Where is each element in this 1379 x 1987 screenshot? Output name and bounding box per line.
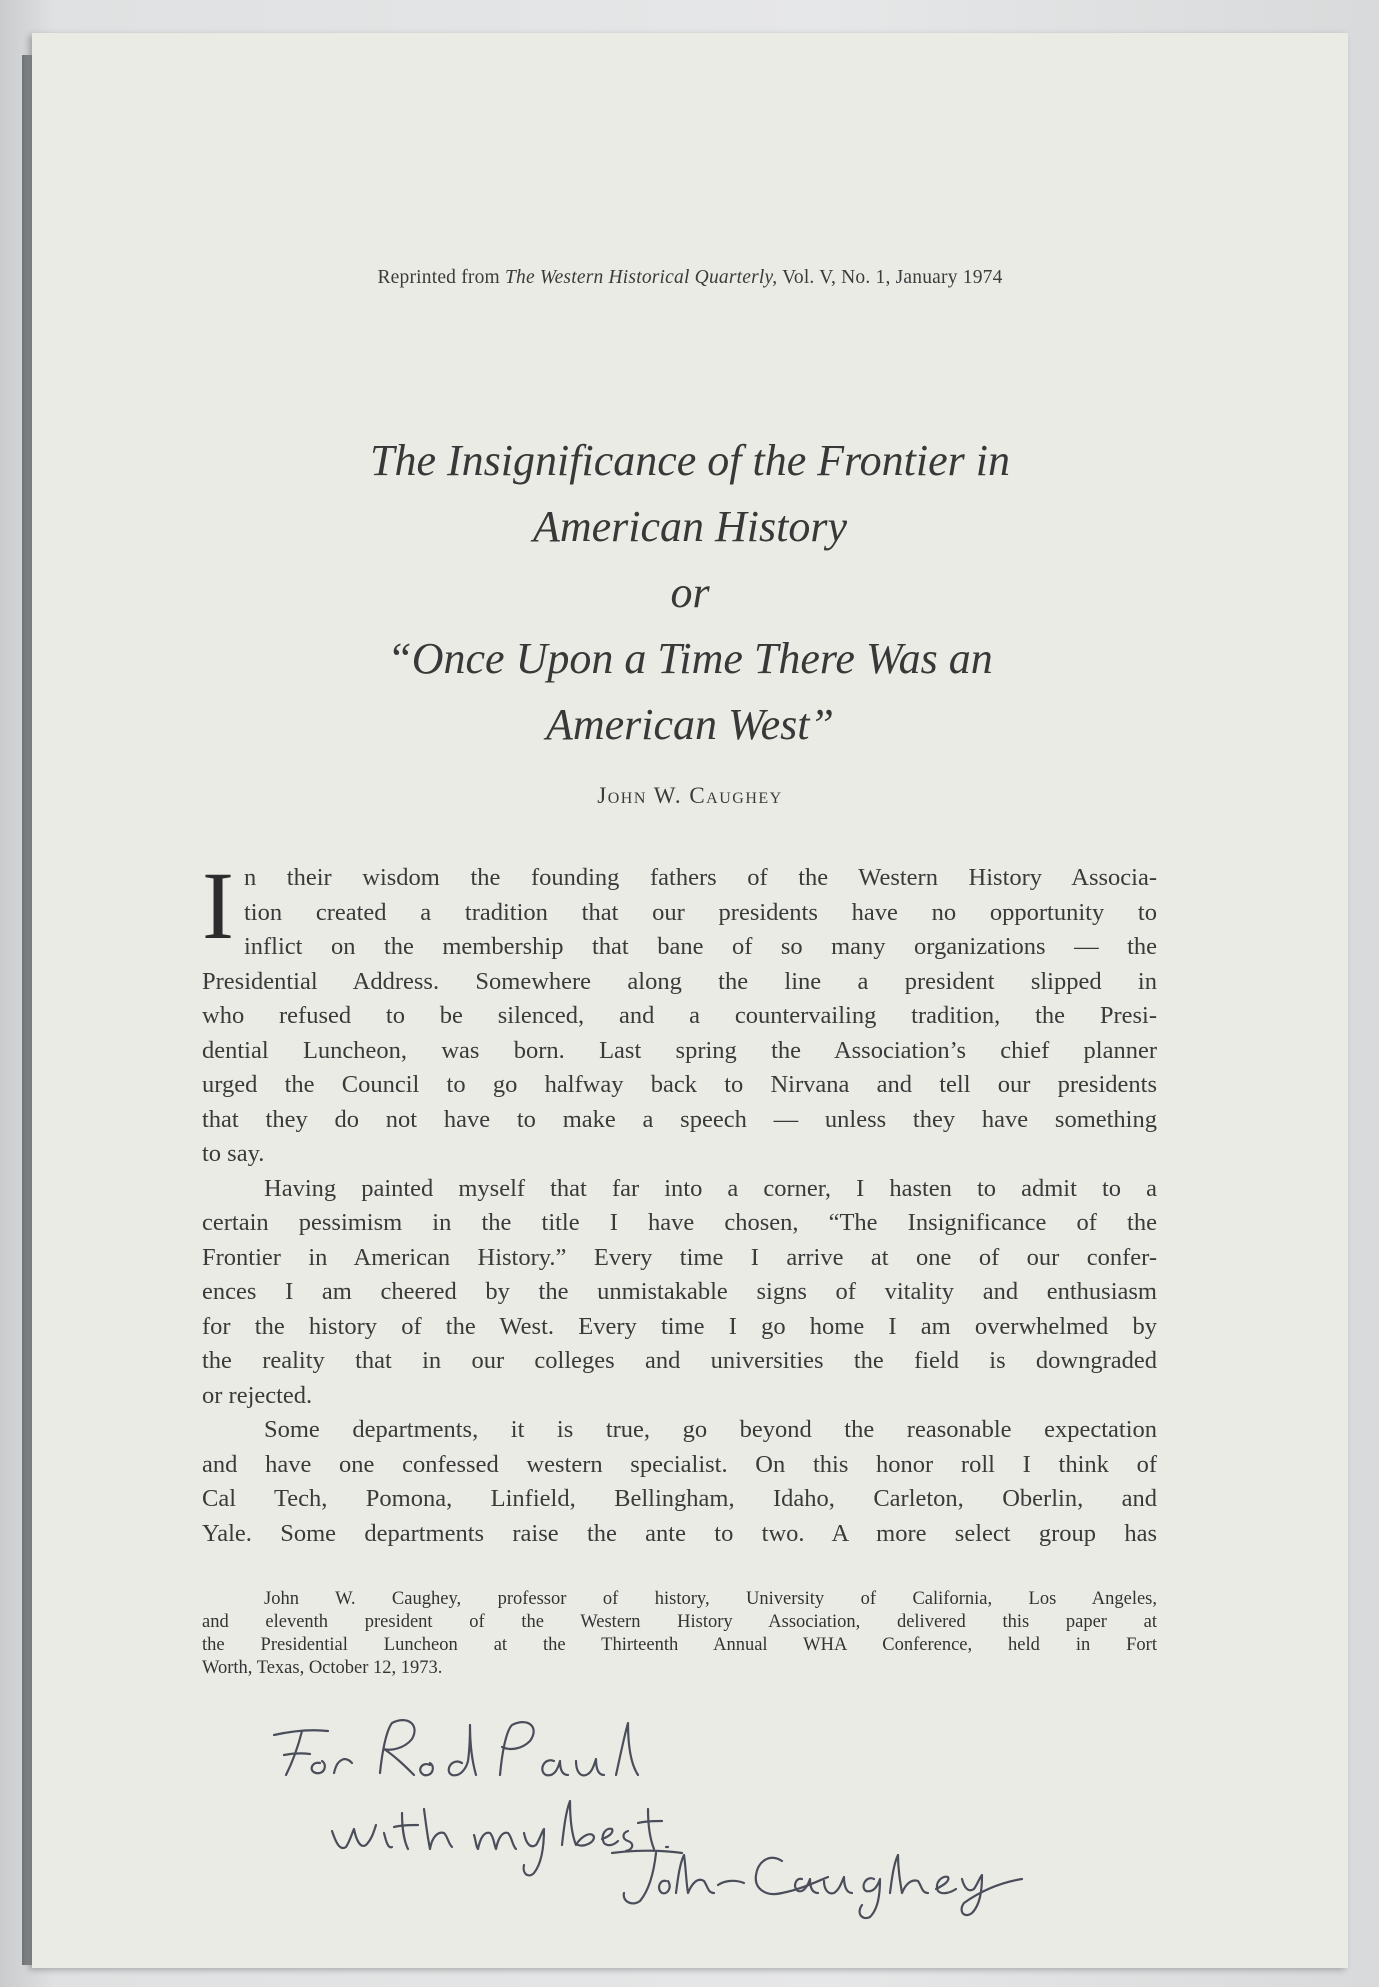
inscription-stroke xyxy=(659,1881,670,1894)
inscription-stroke xyxy=(474,1833,516,1849)
article-title xyxy=(152,428,1228,758)
inscription-stroke xyxy=(676,1855,714,1893)
body-line: certain pessimism in the title I have chosen, “The Insignificance of the xyxy=(202,1209,1157,1236)
inscription-stroke xyxy=(860,1878,880,1918)
paragraph-3 xyxy=(202,1413,1157,1551)
article-body xyxy=(202,852,1157,1551)
title-line-1: The Insignificance of the Frontier in xyxy=(370,436,1010,485)
body-line: inflict on the membership that bane of so many organizations — the xyxy=(243,933,1157,960)
inscription-stroke xyxy=(562,1801,594,1846)
body-line: Cal Tech, Pomona, Linfield, Bellingham, Idaho, Carleton, Oberlin, and xyxy=(202,1485,1157,1512)
paragraph-2 xyxy=(202,1172,1157,1414)
inscription-stroke xyxy=(542,1760,568,1775)
footnote-line: and eleventh president of the Western History Association, delivered this paper at xyxy=(202,1612,1157,1632)
handwritten-inscription xyxy=(262,1713,1082,1923)
body-line: and have one confessed western specialist. On this honor roll I think of xyxy=(202,1450,1157,1478)
body-line: the reality that in our colleges and universities the field is downgraded xyxy=(202,1347,1157,1374)
inscription-stroke xyxy=(334,1759,352,1773)
inscription-stroke xyxy=(332,1825,376,1848)
inscription-stroke xyxy=(718,1881,744,1885)
body-line: Having painted myself that far into a corner, I hasten to admit to a xyxy=(264,1174,1157,1202)
inscription-stroke xyxy=(312,1761,325,1773)
inscription-stroke xyxy=(602,1829,618,1845)
paragraph-1 xyxy=(202,852,1157,1172)
body-line: Yale. Some departments raise the ante to two. A more select group has xyxy=(202,1519,1157,1547)
inscription-stroke xyxy=(284,1753,310,1755)
inscription-stroke xyxy=(576,1759,604,1775)
body-line: Some departments, it is true, go beyond the reasonable expectation xyxy=(264,1416,1157,1443)
inscription-stroke xyxy=(420,1763,433,1775)
inscription-stroke xyxy=(824,1877,852,1893)
inscription-signature-svg xyxy=(262,1713,1082,1923)
author-byline: John W. Caughey xyxy=(597,783,783,808)
body-line: Frontier in American History.” Every time I arrive at one of our confer- xyxy=(202,1243,1157,1271)
inscription-stroke xyxy=(394,1813,418,1849)
body-line: Presidential Address. Somewhere along the line a president slipped in xyxy=(202,967,1157,995)
inscription-stroke xyxy=(624,1831,633,1851)
title-line-2: American History xyxy=(532,502,848,551)
reprint-line xyxy=(32,267,1348,289)
drop-cap: I xyxy=(202,852,234,959)
footnote-line: Worth, Texas, October 12, 1973. xyxy=(202,1658,443,1678)
inscription-stroke xyxy=(380,1720,415,1775)
body-line: n their wisdom the founding fathers of the Western History Associa- xyxy=(243,864,1157,891)
footnote-line: the Presidential Luncheon at the Thirteenth Annual WHA Conference, held in Fort xyxy=(202,1635,1157,1655)
inscription-stroke xyxy=(795,1879,818,1893)
inscription-stroke xyxy=(936,1877,956,1893)
body-line: to say. xyxy=(202,1140,265,1167)
title-line-4: “Once Upon a Time There Was an xyxy=(387,634,993,683)
inscription-stroke xyxy=(616,1723,638,1775)
inscription-stroke xyxy=(638,1809,662,1849)
inscription-stroke xyxy=(524,1829,544,1875)
footnote-line: John W. Caughey, professor of history, University of California, Los Angeles, xyxy=(264,1589,1157,1609)
document-page xyxy=(32,33,1348,1968)
reprint-prefix: Reprinted from xyxy=(377,267,505,288)
author-footnote xyxy=(202,1588,1157,1680)
title-line-5: American West” xyxy=(545,700,835,749)
title-line-3: or xyxy=(670,568,710,617)
body-line: tion created a tradition that our presidents have no opportunity to xyxy=(243,898,1157,926)
body-line: ences I am cheered by the unmistakable signs of vitality and enthusiasm xyxy=(202,1278,1157,1305)
body-line: that they do not have to make a speech — unless they have something xyxy=(202,1105,1157,1133)
inscription-stroke xyxy=(612,1851,682,1853)
body-line: for the history of the West. Every time I go home I am overwhelmed by xyxy=(202,1312,1157,1340)
inscription-stroke xyxy=(756,1858,828,1894)
body-line: or rejected. xyxy=(202,1381,313,1409)
inscription-stroke xyxy=(424,1809,452,1849)
page-edge-shadow xyxy=(22,55,32,1965)
inscription-stroke xyxy=(962,1875,1022,1915)
reprint-suffix: Vol. V, No. 1, January 1974 xyxy=(777,267,1003,288)
inscription-stroke xyxy=(384,1833,392,1847)
body-line: urged the Council to go halfway back to Nirvana and tell our presidents xyxy=(202,1071,1157,1098)
body-line: dential Luncheon, was born. Last spring the Association’s chief planner xyxy=(202,1036,1157,1064)
inscription-stroke xyxy=(500,1722,534,1775)
inscription-stroke xyxy=(624,1853,656,1903)
body-line: who refused to be silenced, and a countervailing tradition, the Presi- xyxy=(202,1002,1157,1029)
inscription-stroke xyxy=(890,1855,928,1893)
reprint-journal: The Western Historical Quarterly, xyxy=(505,267,778,288)
inscription-stroke xyxy=(449,1725,476,1775)
